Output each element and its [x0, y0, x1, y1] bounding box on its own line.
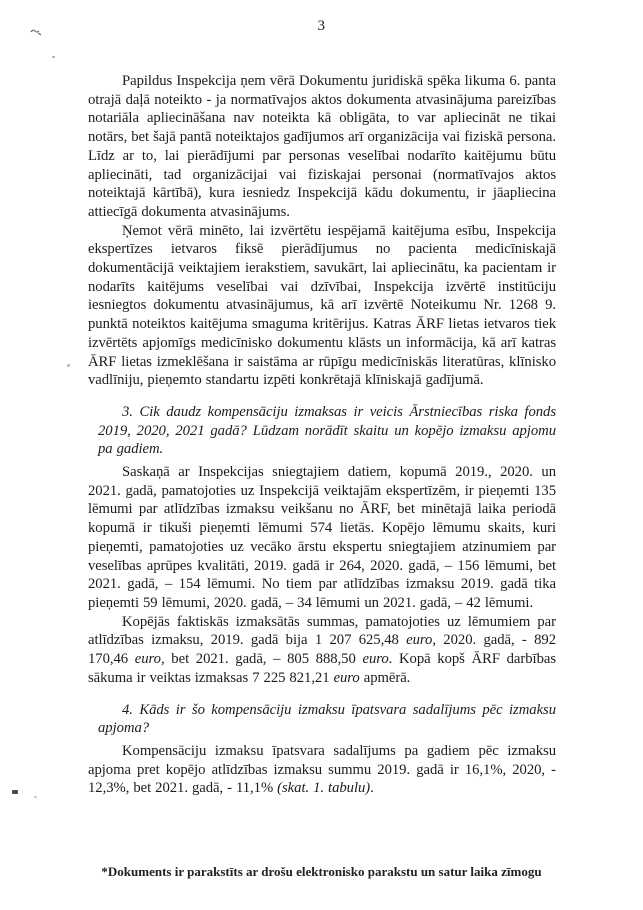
paragraph-body: Ņemot vērā minēto, lai izvērtētu iespējamā kaitējuma esību, Inspekcija ekspertīzes ietvaros fiksē pierādījumus no pacienta medicīniskajā dokumentācijā veiktajiem ierakstiem, savukārt, lai apliecinātu, ka pacientam ir nodarīts kaitējums veselībai vai dzīvībai, Inspekcija izvērtē institūciju iesniegtos dokumentu atvasinājumus, kā arī izvērtē Noteikumu Nr. 1268 9. punktā noteiktos kaitējuma smaguma kritērijus. Katras ĀRF lietas ietvaros tiek izvērtēts apjomīgs medicīnisko dokumentu klāsts un informācija, kā arī katras ĀRF lietas izmeklēšana ir saistāma ar rūpīgu medicīniskās literatūras, klīnisko vadlīniju, pieņemto standartu izpēti konkrētajā klīniskajā gadījumā.	[88, 222, 556, 389]
scan-artifact-dot	[12, 790, 18, 794]
paragraph-question: 3. Cik daudz kompensāciju izmaksas ir veicis Ārstniecības riska fonds 2019, 2020, 2021 gadā? Lūdzam norādīt skaitu un kopējo izmaksu apjomu pa gadiem.	[98, 403, 556, 458]
paragraph-body: Saskaņā ar Inspekcijas sniegtajiem datiem, kopumā 2019., 2020. un 2021. gadā, pamatojoties uz Inspekcijā veiktajām ekspertīzēm, ir pieņemti 135 lēmumi par atlīdzības izmaksu veikšanu no ĀRF, bet minētajā laika periodā kopumā ir tikuši pieņemti lēmumi 574 lietās. Kopējo lēmumu skaits, kuri pieņemti, pamatojoties uz vecāko ārstu ekspertu sniegtajiem atzinumiem par veselības aprūpes kvalitāti, 2019. gadā ir 264, 2020. gadā, – 156 lēmumi, bet 2021. gadā, – 154 lēmumi. No tiem par atlīdzības izmaksu 2019. gadā tika pieņemti 59 lēmumi, 2020. gadā, – 34 lēmumi un 2021. gadā, – 42 lēmumi.	[88, 464, 556, 611]
document-body	[88, 72, 556, 798]
paragraph-body: Papildus Inspekcija ņem vērā Dokumentu juridiskā spēka likuma 6. panta otrajā daļā noteikto - ja normatīvajos aktos dokumenta atvasinājuma pareizības notariāla apliecināšana nav noteikta kā obligāta, to var apliecināt ne tikai notārs, bet šajā pantā noteiktajos gadījumos arī organizācija vai fiziskā persona. Līdz ar to, lai pierādījumi par personas veselībai nodarīto kaitējumu būtu apliecināti, tad organizācijai vai fiziskajai personai (normatīvajos aktos noteiktajā kārtībā), kura iesniedz Inspekcijā kādu dokumentu, ir jāapliecina attiecīgā dokumenta atvasinājums.	[88, 73, 556, 220]
scan-artifact-dot	[52, 56, 55, 58]
scan-artifact-dot	[67, 364, 70, 367]
paragraph-body: Kompensāciju izmaksu īpatsvara sadalījums pa gadiem pēc izmaksu apjoma pret kopējo atlīdzības izmaksu summu 2019. gadā ir 16,1%, 2020, - 12,3%, bet 2021. gadā, - 11,1% (skat. 1. tabulu).	[88, 742, 556, 797]
scan-artifact-dot	[34, 796, 37, 798]
paragraph-body: Kopējās faktiskās izmaksātās summas, pamatojoties uz lēmumiem par atlīdzības izmaksu, 2019. gadā bija 1 207 625,48 euro, 2020. gadā, - 892 170,46 euro, bet 2021. gadā, – 805 888,50 euro. Kopā kopš ĀRF darbības sākuma ir veiktas izmaksas 7 225 821,21 euro apmērā.	[88, 613, 556, 686]
footer-signature-note: *Dokuments ir parakstīts ar drošu elektronisko parakstu un satur laika zīmogu	[101, 864, 542, 879]
page-number: 3	[317, 18, 326, 34]
scan-artifact-squiggle	[30, 24, 44, 42]
paragraph-question: 4. Kāds ir šo kompensāciju izmaksu īpatsvara sadalījums pēc izmaksu apjoma?	[98, 701, 556, 737]
